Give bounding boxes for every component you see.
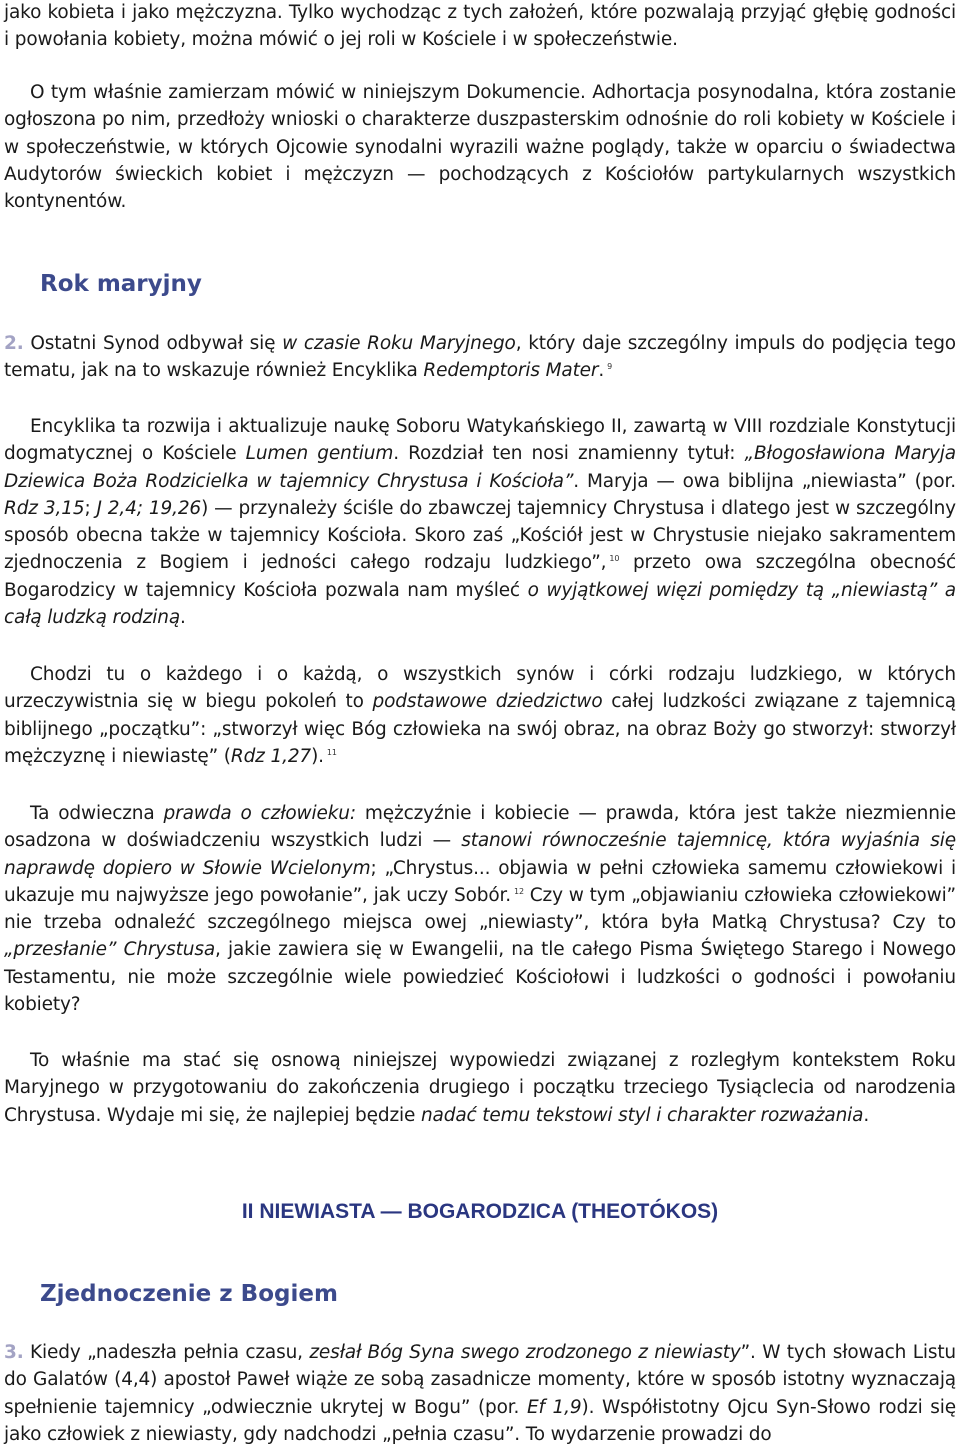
- paragraph-3: 3. Kiedy „nadeszła pełnia czasu, zesłał Bóg Syna swego zrodzonego z niewiasty”. W tych słowach Listu do Galatów (4,4) apostoł Paweł wiąże ze sobą zasadnicze momenty, które w sposób istotny wyznaczają spełnienie tajemnicy „odwiecznie ukrytej w Bogu” (por. Ef 1,9). Współistotny Ojcu Syn-Słowo rodzi się jako człowiek z niewiasty, gdy nadchodzi „pełnia czasu”. To wydarzenie prowadzi do: [4, 1342, 957, 1445]
- paragraph-meditation: To właśnie ma stać się osnową niniejszej wypowiedzi związanej z rozległym kontekstem Roku Maryjnego w przygotowaniu do zakończenia drugiego i początku trzeciego Tysiąclecia od narodzenia Chrystusa. Wydaje mi się, że najlepiej będzie nadać temu tekstowi styl i charakter rozważania.: [4, 1050, 956, 1126]
- paragraph-intro-continuation: [4, 0, 956, 54]
- footnote-ref-12[interactable]: 12: [514, 886, 524, 896]
- paragraph-text: O tym właśnie zamierzam mówić w niniejszym Dokumencie. Adhortacja posynodalna, która zostanie ogłoszona po nim, przedłoży wnioski o charakterze duszpasterskim odnośnie do roli kobiety w Kościele i w społeczeństwie, w których Ojcowie synodalni wyrazili ważne poglądy, także w oparciu o świadectwa Audytorów świeckich kobiet i mężczyzn — pochodzących z Kościołów partykularnych wszystkich kontynentów.: [4, 82, 956, 213]
- paragraph-2: 2. Ostatni Synod odbywał się w czasie Roku Maryjnego, który daje szczególny impuls do podjęcia tego tematu, jak na to wskazuje również Encyklika Redemptoris Mater. $^9$: [4, 333, 956, 382]
- chapter-heading: II NIEWIASTA — BOGARODZICA (THEOTÓKOS): [241, 1200, 719, 1223]
- footnote-ref-9[interactable]: 9: [607, 362, 613, 372]
- footnote-ref-11[interactable]: 11: [326, 747, 337, 757]
- paragraph-number: 3.: [4, 1342, 24, 1363]
- paragraph-encyclical: Encyklika ta rozwija i aktualizuje naukę Soboru Watykańskiego II, zawartą w VIII rozdziale Konstytucji dogmatycznej o Kościele Lumen gentium. Rozdział ten nosi znamienny tytuł: „Błogosławiona Maryja Dziewica Boża Rodzicielka w tajemnicy Chrystusa i Kościoła”. Maryja — owa biblijna „niewiasta” (por. Rdz 3,15; J 2,4; 19,26) — przynależy ściśle do zbawczej tajemnicy Chrystusa i dlatego jest w szczególny sposób obecna także w tajemnicy Kościoła. Skoro zaś „Kościół jest w Chrystusie niejako sakramentem zjednoczenia z Bogiem i jedności całego rodzaju ludzkiego”, $^{10}$ przeto owa szczególna obecność Bogarodzicy w tajemnicy Kościoła pozwala nam myśleć o wyjątkowej więzi pomiędzy tą „niewiastą” a całą ludzką rodziną.: [4, 416, 956, 629]
- paragraph-number: 2.: [4, 333, 24, 354]
- footnote-ref-10[interactable]: 10: [609, 554, 620, 564]
- section-heading-rok-maryjny: Rok maryjny: [40, 271, 202, 297]
- section-heading-zjednoczenie: Zjednoczenie z Bogiem: [40, 1281, 338, 1307]
- paragraph-inheritance: Chodzi tu o każdego i o każdą, o wszystkich synów i córki rodzaju ludzkiego, w których urzeczywistnia się w biegu pokoleń to podstawowe dziedzictwo całej ludzkości związane z tajemnicą biblijnego „początku”: „stworzył więc Bóg człowieka na swój obraz, na obraz Boży go stworzył: stworzył mężczyznę i niewiastę” (Rdz 1,27). $^{11}$: [4, 664, 956, 767]
- paragraph-truth-about-man: Ta odwieczna prawda o człowieku: mężczyźnie i kobiecie — prawda, która jest także niezmiennie osadzona w doświadczeniu wszystkich ludzi — stanowi równocześnie tajemnicę, która wyjaśnia się naprawdę dopiero w Słowie Wcielonym; „Chrystus... objawia w pełni człowieka samemu człowiekowi i ukazuje mu najwyższe jego powołanie”, jak uczy Sobór. $^{12}$ Czy w tym „objawianiu człowieka człowiekowi” nie trzeba odnaleźć szczególnego miejsca owej „niewiasty”, która była Matką Chrystusa? Czy to „przesłanie” Chrystusa, jakie zawiera się w Ewangelii, na tle całego Pisma Świętego Starego i Nowego Testamentu, nie może szczególnie wiele powiedzieć Kościołowi i ludzkości o godności i powołaniu kobiety?: [4, 803, 957, 1016]
- paragraph-text: jako kobieta i jako mężczyzna. Tylko wychodząc z tych założeń, które pozwalają przyjąć głębię godności i powołania kobiety, można mówić o jej roli w Kościele i w społeczeństwie.: [4, 2, 956, 51]
- paragraph-document-purpose: [4, 79, 956, 215]
